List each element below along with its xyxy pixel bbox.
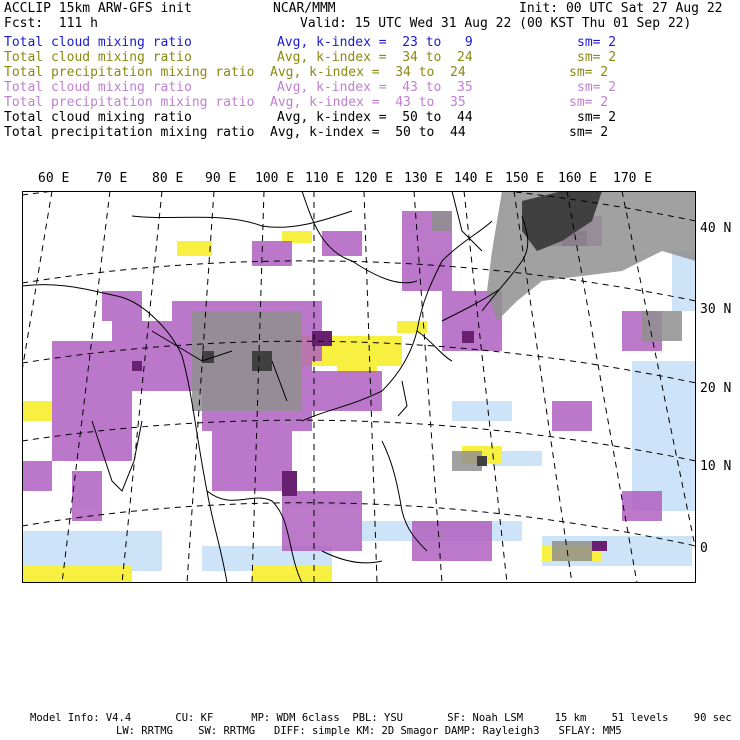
field-avg: Avg, k-index = 43 to 35 (270, 95, 466, 110)
lon-label: 120 E (354, 171, 394, 186)
lat-label: 0 (700, 541, 708, 556)
lon-label: 100 E (255, 171, 295, 186)
lon-label: 140 E (454, 171, 494, 186)
model-info-line1: Model Info: V4.4 CU: KF MP: WDM 6class PBL: YSU SF: Noah LSM 15 km 51 levels 90 sec (30, 712, 732, 724)
lon-label: 80 E (152, 171, 184, 186)
lat-label: 40 N (700, 221, 732, 236)
model-title: ACCLIP 15km ARW-GFS init (4, 1, 192, 16)
field-avg: Avg, k-index = 43 to 35 (277, 80, 473, 95)
field-name: Total precipitation mixing ratio (4, 95, 255, 110)
lon-label: 150 E (505, 171, 545, 186)
lon-label: 160 E (558, 171, 598, 186)
field-avg: Avg, k-index = 50 to 44 (277, 110, 473, 125)
field-name: Total cloud mixing ratio (4, 110, 192, 125)
lat-label: 10 N (700, 459, 732, 474)
lon-label: 170 E (613, 171, 653, 186)
field-sm: sm= 2 (569, 65, 609, 80)
lon-label: 60 E (38, 171, 70, 186)
valid-time: Valid: 15 UTC Wed 31 Aug 22 (00 KST Thu 01 Sep 22) (300, 16, 692, 31)
field-sm: sm= 2 (577, 110, 617, 125)
field-name: Total cloud mixing ratio (4, 80, 192, 95)
center-label: NCAR/MMM (273, 1, 336, 16)
field-sm: sm= 2 (577, 35, 617, 50)
lon-label: 70 E (96, 171, 128, 186)
field-name: Total cloud mixing ratio (4, 50, 192, 65)
field-name: Total cloud mixing ratio (4, 35, 192, 50)
lat-label: 30 N (700, 302, 732, 317)
field-sm: sm= 2 (577, 50, 617, 65)
field-name: Total precipitation mixing ratio (4, 65, 255, 80)
lon-label: 130 E (404, 171, 444, 186)
lon-label: 110 E (305, 171, 345, 186)
field-avg: Avg, k-index = 23 to 9 (277, 35, 473, 50)
field-sm: sm= 2 (569, 95, 609, 110)
forecast-hour: Fcst: 111 h (4, 16, 98, 31)
model-info-line2: LW: RRTMG SW: RRTMG DIFF: simple KM: 2D Smagor DAMP: Rayleigh3 SFLAY: MM5 (116, 725, 622, 737)
field-avg: Avg, k-index = 50 to 44 (270, 125, 466, 140)
field-avg: Avg, k-index = 34 to 24 (270, 65, 466, 80)
lat-label: 20 N (700, 381, 732, 396)
init-time: Init: 00 UTC Sat 27 Aug 22 (519, 1, 723, 16)
field-sm: sm= 2 (577, 80, 617, 95)
field-sm: sm= 2 (569, 125, 609, 140)
lon-label: 90 E (205, 171, 237, 186)
forecast-map (22, 191, 696, 583)
field-avg: Avg, k-index = 34 to 24 (277, 50, 473, 65)
field-name: Total precipitation mixing ratio (4, 125, 255, 140)
